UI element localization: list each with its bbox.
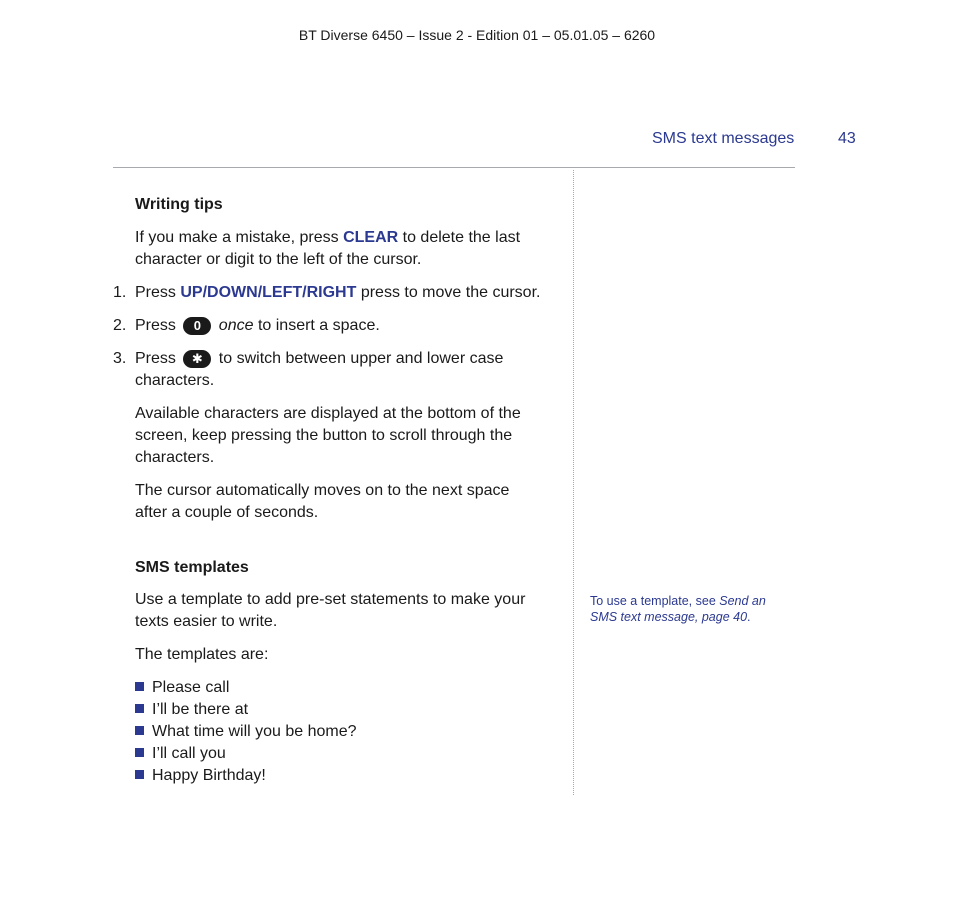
templates-list	[135, 677, 357, 787]
list-item-text: What time will you be home?	[152, 723, 357, 740]
list-item-text: I’ll be there at	[152, 701, 249, 718]
sidenote-reference: Send an	[719, 594, 766, 608]
bullet-square-icon	[135, 770, 144, 779]
sidenote-reference: SMS text message, page 40	[590, 610, 748, 624]
document-header: BT Diverse 6450 – Issue 2 - Edition 01 – 05.01.05 – 6260	[298, 27, 656, 43]
step-1	[113, 282, 553, 304]
paragraph-line: after a couple of seconds.	[135, 504, 319, 521]
list-item	[135, 677, 357, 699]
section-title: SMS text messages	[652, 130, 795, 147]
paragraph-line: texts easier to write.	[135, 613, 278, 630]
available-characters-paragraph	[135, 403, 560, 469]
bullet-square-icon	[135, 704, 144, 713]
step-3	[113, 348, 553, 392]
step-number: 1.	[113, 284, 127, 301]
star-key-icon: ✱	[183, 350, 211, 368]
right-key-label: RIGHT	[306, 284, 357, 301]
writing-tips-intro	[135, 227, 560, 271]
step-text: characters.	[135, 372, 215, 389]
bullet-square-icon	[135, 726, 144, 735]
separator: /	[302, 284, 307, 301]
list-item	[135, 743, 357, 765]
sidenote-text: To use a template, see	[590, 594, 720, 608]
list-item-text: Happy Birthday!	[152, 767, 266, 784]
list-item-text: Please call	[152, 679, 230, 696]
down-key-label: DOWN	[207, 284, 258, 301]
clear-key-label: CLEAR	[343, 229, 399, 246]
header-rule	[113, 167, 795, 168]
zero-key-icon: 0	[183, 317, 211, 335]
step-text: Press	[135, 350, 181, 367]
step-text: press to move the cursor.	[356, 284, 541, 301]
step-2	[113, 315, 553, 337]
bullet-square-icon	[135, 682, 144, 691]
bullet-square-icon	[135, 748, 144, 757]
template-sidenote	[590, 593, 790, 625]
page-number: 43	[838, 130, 856, 147]
step-text: to switch between upper and lower case	[214, 350, 504, 367]
step-number: 3.	[113, 350, 127, 367]
sms-templates-heading: SMS templates	[135, 559, 249, 576]
list-item-text: I’ll call you	[152, 745, 226, 762]
sidenote-text: .	[747, 610, 751, 624]
separator: /	[202, 284, 208, 301]
intro-text: character or digit to the left of the cursor.	[135, 251, 422, 268]
intro-text: to delete the last	[398, 229, 521, 246]
paragraph-line: screen, keep pressing the button to scroll through the	[135, 427, 513, 444]
emphasis-text: once	[218, 317, 254, 334]
intro-text: If you make a mistake, press	[135, 229, 344, 246]
list-item	[135, 721, 357, 743]
up-key-label: UP	[180, 284, 203, 301]
separator: /	[257, 284, 263, 301]
column-divider	[573, 170, 574, 795]
step-number: 2.	[113, 317, 127, 334]
left-key-label: LEFT	[262, 284, 303, 301]
list-item	[135, 699, 357, 721]
paragraph-line: The cursor automatically moves on to the next space	[135, 482, 510, 499]
templates-lead: The templates are:	[135, 646, 269, 663]
paragraph-line: Available characters are displayed at the bottom of the	[135, 405, 521, 422]
writing-tips-heading: Writing tips	[135, 196, 223, 213]
paragraph-line: characters.	[135, 449, 215, 466]
step-text: Press	[135, 284, 181, 301]
templates-intro	[135, 589, 560, 633]
step-text: Press	[135, 317, 181, 334]
paragraph-line: Use a template to add pre-set statements to make your	[135, 591, 526, 608]
step-text: to insert a space.	[253, 317, 380, 334]
list-item	[135, 765, 357, 787]
cursor-paragraph	[135, 480, 560, 524]
